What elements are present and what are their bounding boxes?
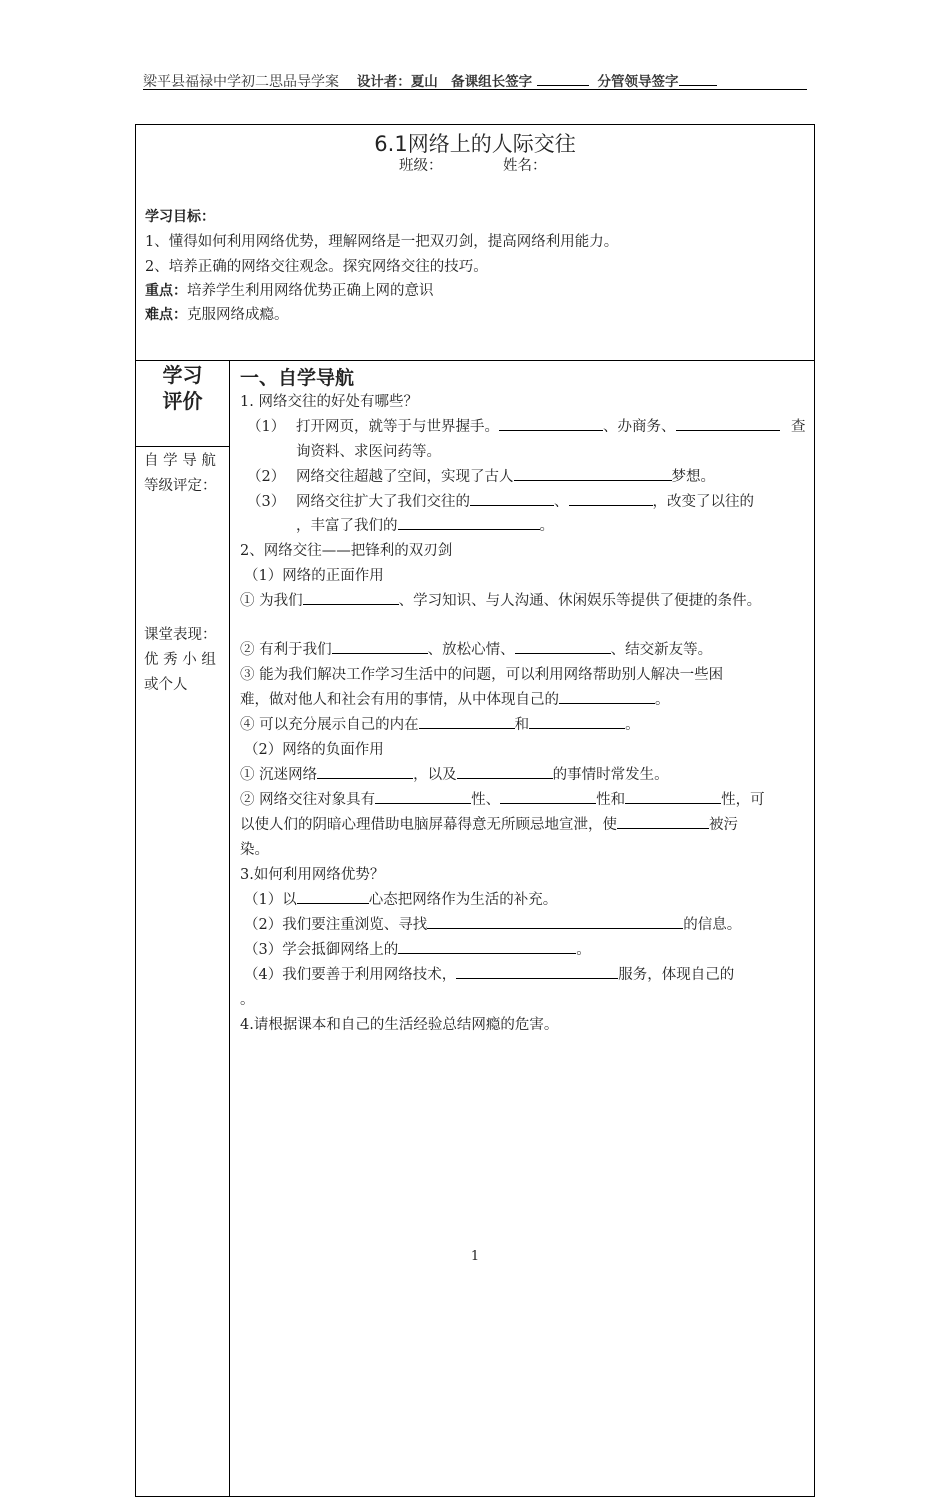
positive-3b	[240, 688, 670, 709]
objectives-heading: 学习目标：	[145, 209, 215, 225]
q1-3-text-a: 网络交往扩大了我们交往的	[296, 494, 470, 510]
blank[interactable]	[332, 639, 428, 654]
negative-2	[240, 788, 765, 809]
q3-2-text-b: 的信息。	[683, 917, 742, 933]
blank[interactable]	[569, 491, 653, 506]
evaluation-heading-line2: 评价	[162, 389, 203, 413]
blank[interactable]	[514, 466, 672, 481]
q3-4-text-a: （4）我们要善于利用网络技术，	[244, 967, 457, 983]
q1-3-line	[296, 490, 754, 511]
grade-line2: 等级评定：	[144, 478, 217, 494]
q3-3-text-a: （3）学会抵御网络上的	[244, 942, 399, 958]
blank[interactable]	[500, 789, 596, 804]
section-heading: 一、自学导航	[240, 367, 355, 389]
p4-text-c: 。	[625, 717, 640, 733]
blank[interactable]	[676, 416, 780, 431]
self-study-grade	[144, 449, 217, 499]
perf-line2: 优 秀 小 组	[144, 652, 216, 668]
key-point-label: 重点：	[145, 283, 187, 299]
q1-1-number: （1）	[247, 419, 286, 435]
question-1: 1. 网络交往的好处有哪些？	[240, 394, 418, 410]
question-2: 2、网络交往——把锋利的双刃剑	[240, 543, 453, 559]
q1-3-number: （3）	[247, 494, 286, 510]
n2-text-f: 被污	[709, 817, 738, 833]
n1-text-a: ① 沉迷网络	[240, 767, 318, 783]
p1-text-a: ① 为我们	[240, 593, 303, 609]
blank[interactable]	[317, 764, 413, 779]
p2-text-c: 、结交新友等。	[610, 642, 713, 658]
grade-line1: 自 学 导 航	[144, 453, 216, 469]
n1-text-c: 的事情时常发生。	[552, 767, 669, 783]
page-number: 1	[470, 1249, 480, 1264]
n2-text-b: 性、	[471, 792, 501, 808]
blank[interactable]	[617, 814, 709, 829]
designer-label: 设计者：	[356, 74, 411, 90]
perf-line1: 课堂表现：	[144, 627, 217, 643]
blank[interactable]	[297, 889, 369, 904]
blank[interactable]	[427, 914, 683, 929]
group-leader-sign-blank[interactable]	[537, 71, 589, 86]
positive-3a: ③ 能为我们解决工作学习生活中的问题，可以利用网络帮助别人解决一些困	[240, 667, 724, 683]
negative-2b	[240, 813, 738, 834]
blank[interactable]	[625, 789, 721, 804]
p1-text-b: 、学习知识、与人沟通、休闲娱乐等提供了便捷的条件。	[398, 593, 762, 609]
q3-2	[244, 913, 741, 934]
blank[interactable]	[529, 714, 625, 729]
school-name: 梁平县福禄中学初二思品导学案	[143, 74, 339, 90]
question-3: 3.如何利用网络优势？	[240, 867, 385, 883]
q1-2-text-b: 梦想。	[671, 469, 715, 485]
p3-text-b: 难，做对他人和社会有用的事情，从中体现自己的	[240, 692, 559, 708]
p4-text-a: ④ 可以充分展示自己的内在	[240, 717, 419, 733]
blank[interactable]	[303, 590, 399, 605]
side-cell-divider	[135, 446, 230, 447]
q3-3-text-b: 。	[576, 942, 591, 958]
worksheet-table	[135, 124, 815, 1497]
positive-2	[240, 638, 712, 659]
objective-1: 1、懂得如何利用网络优势，理解网络是一把双刃剑，提高网络利用能力。	[145, 234, 619, 250]
class-performance	[144, 623, 217, 698]
p4-text-b: 和	[514, 717, 530, 733]
q3-4	[244, 963, 734, 984]
q3-3	[244, 938, 591, 959]
page-title: 6.1网络上的人际交往	[374, 132, 576, 156]
blank[interactable]	[375, 789, 471, 804]
designer-name: 夏山	[410, 74, 438, 90]
negative-1	[240, 763, 669, 784]
q3-1-text-a: （1）以	[244, 892, 297, 908]
q1-1-text-c: 查	[791, 419, 806, 435]
positive-effects-heading: （1）网络的正面作用	[244, 568, 384, 584]
name-label: 姓名：	[503, 158, 547, 174]
q3-2-text-a: （2）我们要注重浏览、寻找	[244, 917, 428, 933]
blank[interactable]	[470, 491, 554, 506]
p3-text-c: 。	[655, 692, 670, 708]
blank[interactable]	[457, 764, 553, 779]
table-column-divider	[229, 360, 230, 1497]
page-header	[143, 70, 717, 91]
q3-1-text-b: 心态把网络作为生活的补充。	[368, 892, 558, 908]
positive-4	[240, 713, 640, 734]
n2-text-a: ② 网络交往对象具有	[240, 792, 376, 808]
difficulty-text: 克服网络成瘾。	[187, 307, 289, 323]
negative-effects-heading: （2）网络的负面作用	[244, 742, 384, 758]
negative-2c: 染。	[240, 842, 269, 858]
p2-text-a: ② 有利于我们	[240, 642, 332, 658]
q1-1-text-d: 询资料、求医问药等。	[296, 444, 441, 460]
n2-text-c: 性和	[596, 792, 626, 808]
evaluation-heading	[135, 362, 230, 414]
group-leader-label: 备课组长签字	[451, 74, 533, 90]
q1-1-line	[296, 415, 780, 436]
leader-sign-blank[interactable]	[679, 71, 717, 86]
n2-text-d: 性，可	[721, 792, 765, 808]
blank[interactable]	[559, 689, 655, 704]
q1-3-text-e: 。	[539, 518, 554, 534]
difficulty-label: 难点：	[145, 307, 187, 323]
q1-3-line2	[296, 514, 554, 535]
blank[interactable]	[456, 964, 618, 979]
q1-2-text-a: 网络交往超越了空间，实现了古人	[296, 469, 514, 485]
evaluation-heading-line1: 学习	[162, 363, 203, 387]
header-rule	[143, 89, 807, 90]
q1-1-text-b: 、办商务、	[603, 419, 676, 435]
q1-3-text-d: ，丰富了我们的	[296, 518, 398, 534]
p2-text-b: 、放松心情、	[427, 642, 515, 658]
blank[interactable]	[499, 416, 603, 431]
blank[interactable]	[398, 515, 540, 530]
leader-label: 分管领导签字	[597, 74, 679, 90]
q3-4-text-b: 服务，体现自己的	[618, 967, 735, 983]
n1-text-b: ，以及	[413, 767, 457, 783]
key-point-text: 培养学生利用网络优势正确上网的意识	[187, 283, 434, 299]
blank[interactable]	[515, 639, 611, 654]
class-label: 班级：	[399, 158, 443, 174]
q1-3-text-b: 、	[554, 494, 569, 510]
q1-2-number: （2）	[247, 469, 286, 485]
blank[interactable]	[419, 714, 515, 729]
q3-1	[244, 888, 557, 909]
positive-1	[240, 589, 761, 610]
q1-1-text-a: 打开网页，就等于与世界握手。	[296, 419, 499, 435]
objective-2: 2、培养正确的网络交往观念。探究网络交往的技巧。	[145, 259, 488, 275]
table-row-divider	[135, 360, 815, 361]
q3-4-end: 。	[240, 992, 255, 1008]
blank[interactable]	[398, 939, 576, 954]
perf-line3: 或个人	[144, 677, 188, 693]
n2-text-e: 以使人们的阴暗心理借助电脑屏幕得意无所顾忌地宣泄，使	[240, 817, 617, 833]
q1-3-text-c: ，改变了以往的	[652, 494, 754, 510]
question-4: 4.请根据课本和自己的生活经验总结网瘾的危害。	[240, 1017, 559, 1033]
q1-2-line	[296, 465, 715, 486]
